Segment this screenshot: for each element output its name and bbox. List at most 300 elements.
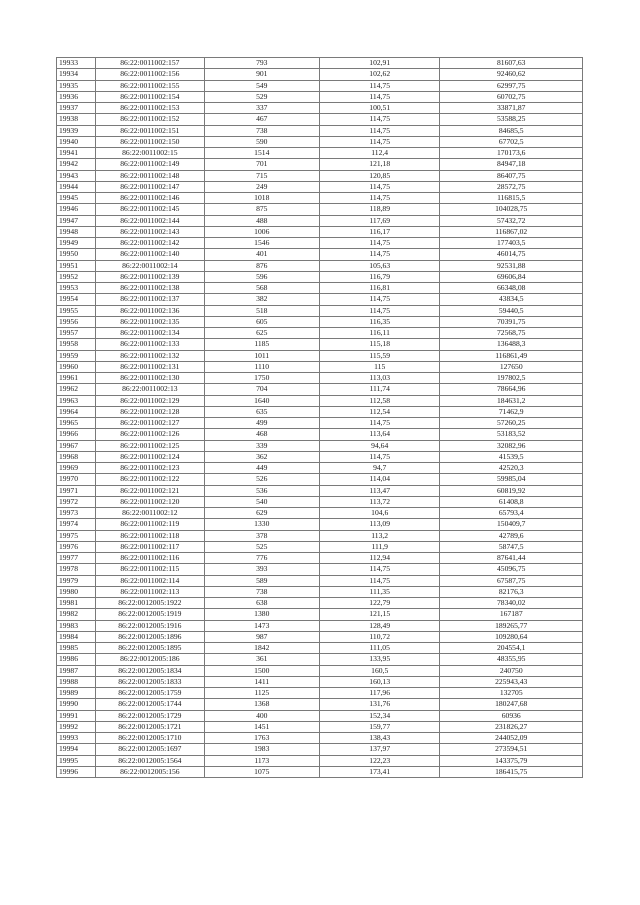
table-row xyxy=(57,519,583,530)
cadastral-number-cell: 86:22:0011002:126 xyxy=(96,429,204,440)
table-row xyxy=(57,564,583,575)
value-cell: 66348,08 xyxy=(440,283,583,294)
row-number-cell: 19990 xyxy=(57,699,96,710)
value-cell: 84685,5 xyxy=(440,125,583,136)
cadastral-number-cell: 86:22:0011002:151 xyxy=(96,125,204,136)
area-cell: 704 xyxy=(204,384,319,395)
area-cell: 393 xyxy=(204,564,319,575)
cadastral-number-cell: 86:22:0011002:15 xyxy=(96,148,204,159)
cadastral-number-cell: 86:22:0011002:143 xyxy=(96,226,204,237)
cadastral-number-cell: 86:22:0011002:131 xyxy=(96,361,204,372)
cadastral-number-cell: 86:22:0011002:14 xyxy=(96,260,204,271)
rate-cell: 110,72 xyxy=(319,631,439,642)
row-number-cell: 19951 xyxy=(57,260,96,271)
value-cell: 70391,75 xyxy=(440,316,583,327)
row-number-cell: 19975 xyxy=(57,530,96,541)
rate-cell: 152,34 xyxy=(319,710,439,721)
row-number-cell: 19948 xyxy=(57,226,96,237)
table-row xyxy=(57,721,583,732)
area-cell: 362 xyxy=(204,451,319,462)
cadastral-number-cell: 86:22:0011002:150 xyxy=(96,136,204,147)
cadastral-number-cell: 86:22:0011002:135 xyxy=(96,316,204,327)
row-number-cell: 19966 xyxy=(57,429,96,440)
table-row xyxy=(57,204,583,215)
area-cell: 378 xyxy=(204,530,319,541)
cadastral-number-cell: 86:22:0011002:142 xyxy=(96,238,204,249)
area-cell: 589 xyxy=(204,575,319,586)
value-cell: 72568,75 xyxy=(440,328,583,339)
table-row xyxy=(57,766,583,777)
value-cell: 136488,3 xyxy=(440,339,583,350)
area-cell: 468 xyxy=(204,429,319,440)
rate-cell: 121,18 xyxy=(319,159,439,170)
table-row xyxy=(57,463,583,474)
row-number-cell: 19978 xyxy=(57,564,96,575)
row-number-cell: 19945 xyxy=(57,193,96,204)
rate-cell: 117,96 xyxy=(319,688,439,699)
rate-cell: 114,75 xyxy=(319,575,439,586)
area-cell: 529 xyxy=(204,91,319,102)
rate-cell: 116,17 xyxy=(319,226,439,237)
table-row xyxy=(57,103,583,114)
area-cell: 715 xyxy=(204,170,319,181)
rate-cell: 113,72 xyxy=(319,496,439,507)
value-cell: 57260,25 xyxy=(440,418,583,429)
table-row xyxy=(57,136,583,147)
row-number-cell: 19988 xyxy=(57,676,96,687)
area-cell: 738 xyxy=(204,125,319,136)
rate-cell: 111,35 xyxy=(319,586,439,597)
value-cell: 32082,96 xyxy=(440,440,583,451)
value-cell: 57432,72 xyxy=(440,215,583,226)
value-cell: 48355,95 xyxy=(440,654,583,665)
row-number-cell: 19973 xyxy=(57,508,96,519)
area-cell: 1075 xyxy=(204,766,319,777)
area-cell: 738 xyxy=(204,586,319,597)
value-cell: 92531,88 xyxy=(440,260,583,271)
rate-cell: 116,79 xyxy=(319,271,439,282)
cadastral-number-cell: 86:22:0011002:140 xyxy=(96,249,204,260)
table-row xyxy=(57,755,583,766)
area-cell: 361 xyxy=(204,654,319,665)
area-cell: 596 xyxy=(204,271,319,282)
value-cell: 67702,5 xyxy=(440,136,583,147)
table-row xyxy=(57,553,583,564)
cadastral-number-cell: 86:22:0011002:128 xyxy=(96,406,204,417)
row-number-cell: 19991 xyxy=(57,710,96,721)
cadastral-number-cell: 86:22:0011002:139 xyxy=(96,271,204,282)
value-cell: 59985,04 xyxy=(440,474,583,485)
table-row xyxy=(57,485,583,496)
rate-cell: 122,23 xyxy=(319,755,439,766)
rate-cell: 111,05 xyxy=(319,643,439,654)
area-cell: 1500 xyxy=(204,665,319,676)
cadastral-number-cell: 86:22:0011002:147 xyxy=(96,181,204,192)
area-cell: 1330 xyxy=(204,519,319,530)
cadastral-number-cell: 86:22:0011002:117 xyxy=(96,541,204,552)
value-cell: 60819,92 xyxy=(440,485,583,496)
area-cell: 1018 xyxy=(204,193,319,204)
rate-cell: 115,18 xyxy=(319,339,439,350)
area-cell: 400 xyxy=(204,710,319,721)
rate-cell: 159,77 xyxy=(319,721,439,732)
cadastral-number-cell: 86:22:0012005:1895 xyxy=(96,643,204,654)
row-number-cell: 19941 xyxy=(57,148,96,159)
table-row xyxy=(57,181,583,192)
value-cell: 60936 xyxy=(440,710,583,721)
row-number-cell: 19989 xyxy=(57,688,96,699)
area-cell: 629 xyxy=(204,508,319,519)
table-row xyxy=(57,744,583,755)
table-row xyxy=(57,530,583,541)
value-cell: 204554,1 xyxy=(440,643,583,654)
area-cell: 1368 xyxy=(204,699,319,710)
cadastral-number-cell: 86:22:0011002:155 xyxy=(96,80,204,91)
row-number-cell: 19933 xyxy=(57,58,96,69)
area-cell: 526 xyxy=(204,474,319,485)
value-cell: 82176,3 xyxy=(440,586,583,597)
row-number-cell: 19956 xyxy=(57,316,96,327)
row-number-cell: 19940 xyxy=(57,136,96,147)
rate-cell: 113,47 xyxy=(319,485,439,496)
area-cell: 590 xyxy=(204,136,319,147)
cadastral-number-cell: 86:22:0011002:127 xyxy=(96,418,204,429)
area-cell: 337 xyxy=(204,103,319,114)
table-row xyxy=(57,328,583,339)
area-cell: 1411 xyxy=(204,676,319,687)
value-cell: 150409,7 xyxy=(440,519,583,530)
cadastral-number-cell: 86:22:0011002:116 xyxy=(96,553,204,564)
cadastral-number-cell: 86:22:0012005:1744 xyxy=(96,699,204,710)
area-cell: 549 xyxy=(204,80,319,91)
area-cell: 1173 xyxy=(204,755,319,766)
cadastral-number-cell: 86:22:0011002:156 xyxy=(96,69,204,80)
value-cell: 42789,6 xyxy=(440,530,583,541)
table-row xyxy=(57,159,583,170)
cadastral-number-cell: 86:22:0012005:1919 xyxy=(96,609,204,620)
row-number-cell: 19938 xyxy=(57,114,96,125)
rate-cell: 94,64 xyxy=(319,440,439,451)
rate-cell: 114,75 xyxy=(319,181,439,192)
cadastral-value-table xyxy=(56,57,583,778)
rate-cell: 117,69 xyxy=(319,215,439,226)
row-number-cell: 19952 xyxy=(57,271,96,282)
row-number-cell: 19981 xyxy=(57,598,96,609)
table-row xyxy=(57,508,583,519)
area-cell: 901 xyxy=(204,69,319,80)
rate-cell: 128,49 xyxy=(319,620,439,631)
cadastral-number-cell: 86:22:0011002:148 xyxy=(96,170,204,181)
table-row xyxy=(57,575,583,586)
row-number-cell: 19965 xyxy=(57,418,96,429)
table-row xyxy=(57,586,583,597)
value-cell: 104028,75 xyxy=(440,204,583,215)
cadastral-number-cell: 86:22:0012005:1564 xyxy=(96,755,204,766)
rate-cell: 113,09 xyxy=(319,519,439,530)
value-cell: 61408,8 xyxy=(440,496,583,507)
rate-cell: 114,75 xyxy=(319,80,439,91)
cadastral-number-cell: 86:22:0012005:1896 xyxy=(96,631,204,642)
row-number-cell: 19995 xyxy=(57,755,96,766)
cadastral-number-cell: 86:22:0012005:1729 xyxy=(96,710,204,721)
table-row xyxy=(57,361,583,372)
cadastral-number-cell: 86:22:0012005:1697 xyxy=(96,744,204,755)
row-number-cell: 19983 xyxy=(57,620,96,631)
table-row xyxy=(57,249,583,260)
cadastral-number-cell: 86:22:0011002:153 xyxy=(96,103,204,114)
cadastral-number-cell: 86:22:0011002:121 xyxy=(96,485,204,496)
row-number-cell: 19971 xyxy=(57,485,96,496)
table-row xyxy=(57,643,583,654)
value-cell: 116861,49 xyxy=(440,350,583,361)
value-cell: 78340,02 xyxy=(440,598,583,609)
row-number-cell: 19963 xyxy=(57,395,96,406)
cadastral-number-cell: 86:22:0012005:1833 xyxy=(96,676,204,687)
row-number-cell: 19970 xyxy=(57,474,96,485)
row-number-cell: 19992 xyxy=(57,721,96,732)
area-cell: 638 xyxy=(204,598,319,609)
row-number-cell: 19958 xyxy=(57,339,96,350)
row-number-cell: 19996 xyxy=(57,766,96,777)
rate-cell: 111,74 xyxy=(319,384,439,395)
table-row xyxy=(57,283,583,294)
value-cell: 42520,3 xyxy=(440,463,583,474)
rate-cell: 116,81 xyxy=(319,283,439,294)
table-body xyxy=(57,58,583,778)
cadastral-number-cell: 86:22:0012005:1710 xyxy=(96,733,204,744)
row-number-cell: 19955 xyxy=(57,305,96,316)
row-number-cell: 19964 xyxy=(57,406,96,417)
rate-cell: 137,97 xyxy=(319,744,439,755)
area-cell: 499 xyxy=(204,418,319,429)
cadastral-number-cell: 86:22:0011002:125 xyxy=(96,440,204,451)
row-number-cell: 19947 xyxy=(57,215,96,226)
table-row xyxy=(57,114,583,125)
value-cell: 143375,79 xyxy=(440,755,583,766)
table-row xyxy=(57,474,583,485)
rate-cell: 114,75 xyxy=(319,249,439,260)
table-row xyxy=(57,170,583,181)
rate-cell: 133,95 xyxy=(319,654,439,665)
value-cell: 43834,5 xyxy=(440,294,583,305)
table-row xyxy=(57,665,583,676)
rate-cell: 113,2 xyxy=(319,530,439,541)
value-cell: 67587,75 xyxy=(440,575,583,586)
rate-cell: 113,03 xyxy=(319,373,439,384)
rate-cell: 114,75 xyxy=(319,564,439,575)
area-cell: 1011 xyxy=(204,350,319,361)
table-row xyxy=(57,406,583,417)
rate-cell: 114,75 xyxy=(319,193,439,204)
document-page xyxy=(56,57,583,778)
area-cell: 1514 xyxy=(204,148,319,159)
rate-cell: 160,5 xyxy=(319,665,439,676)
cadastral-number-cell: 86:22:0011002:123 xyxy=(96,463,204,474)
area-cell: 987 xyxy=(204,631,319,642)
table-row xyxy=(57,688,583,699)
row-number-cell: 19957 xyxy=(57,328,96,339)
table-row xyxy=(57,148,583,159)
row-number-cell: 19949 xyxy=(57,238,96,249)
table-row xyxy=(57,699,583,710)
rate-cell: 114,75 xyxy=(319,238,439,249)
table-row xyxy=(57,339,583,350)
area-cell: 625 xyxy=(204,328,319,339)
cadastral-number-cell: 86:22:0011002:138 xyxy=(96,283,204,294)
cadastral-number-cell: 86:22:0011002:118 xyxy=(96,530,204,541)
value-cell: 53588,25 xyxy=(440,114,583,125)
cadastral-number-cell: 86:22:0012005:1759 xyxy=(96,688,204,699)
area-cell: 1640 xyxy=(204,395,319,406)
table-row xyxy=(57,215,583,226)
value-cell: 71462,9 xyxy=(440,406,583,417)
area-cell: 488 xyxy=(204,215,319,226)
row-number-cell: 19984 xyxy=(57,631,96,642)
table-row xyxy=(57,260,583,271)
table-row xyxy=(57,373,583,384)
table-row xyxy=(57,125,583,136)
cadastral-number-cell: 86:22:0012005:156 xyxy=(96,766,204,777)
value-cell: 86407,75 xyxy=(440,170,583,181)
value-cell: 33871,87 xyxy=(440,103,583,114)
row-number-cell: 19946 xyxy=(57,204,96,215)
cadastral-number-cell: 86:22:0011002:130 xyxy=(96,373,204,384)
area-cell: 536 xyxy=(204,485,319,496)
row-number-cell: 19954 xyxy=(57,294,96,305)
value-cell: 197802,5 xyxy=(440,373,583,384)
area-cell: 1546 xyxy=(204,238,319,249)
cadastral-number-cell: 86:22:0011002:134 xyxy=(96,328,204,339)
area-cell: 605 xyxy=(204,316,319,327)
area-cell: 249 xyxy=(204,181,319,192)
rate-cell: 112,58 xyxy=(319,395,439,406)
value-cell: 62997,75 xyxy=(440,80,583,91)
value-cell: 225943,43 xyxy=(440,676,583,687)
value-cell: 28572,75 xyxy=(440,181,583,192)
cadastral-number-cell: 86:22:0012005:1916 xyxy=(96,620,204,631)
area-cell: 1842 xyxy=(204,643,319,654)
row-number-cell: 19950 xyxy=(57,249,96,260)
rate-cell: 120,85 xyxy=(319,170,439,181)
table-row xyxy=(57,429,583,440)
value-cell: 109280,64 xyxy=(440,631,583,642)
value-cell: 87641,44 xyxy=(440,553,583,564)
cadastral-number-cell: 86:22:0011002:132 xyxy=(96,350,204,361)
table-row xyxy=(57,440,583,451)
cadastral-number-cell: 86:22:0011002:136 xyxy=(96,305,204,316)
row-number-cell: 19961 xyxy=(57,373,96,384)
rate-cell: 116,35 xyxy=(319,316,439,327)
row-number-cell: 19967 xyxy=(57,440,96,451)
value-cell: 84947,18 xyxy=(440,159,583,170)
value-cell: 170173,6 xyxy=(440,148,583,159)
row-number-cell: 19977 xyxy=(57,553,96,564)
row-number-cell: 19934 xyxy=(57,69,96,80)
area-cell: 876 xyxy=(204,260,319,271)
area-cell: 1006 xyxy=(204,226,319,237)
rate-cell: 131,76 xyxy=(319,699,439,710)
cadastral-number-cell: 86:22:0012005:186 xyxy=(96,654,204,665)
row-number-cell: 19993 xyxy=(57,733,96,744)
area-cell: 875 xyxy=(204,204,319,215)
value-cell: 69606,84 xyxy=(440,271,583,282)
table-row xyxy=(57,58,583,69)
cadastral-number-cell: 86:22:0011002:137 xyxy=(96,294,204,305)
area-cell: 1125 xyxy=(204,688,319,699)
row-number-cell: 19936 xyxy=(57,91,96,102)
area-cell: 1110 xyxy=(204,361,319,372)
row-number-cell: 19960 xyxy=(57,361,96,372)
rate-cell: 102,62 xyxy=(319,69,439,80)
area-cell: 449 xyxy=(204,463,319,474)
value-cell: 60702,75 xyxy=(440,91,583,102)
row-number-cell: 19959 xyxy=(57,350,96,361)
rate-cell: 138,43 xyxy=(319,733,439,744)
rate-cell: 114,75 xyxy=(319,294,439,305)
cadastral-number-cell: 86:22:0011002:120 xyxy=(96,496,204,507)
table-row xyxy=(57,496,583,507)
rate-cell: 114,75 xyxy=(319,91,439,102)
value-cell: 59440,5 xyxy=(440,305,583,316)
area-cell: 540 xyxy=(204,496,319,507)
cadastral-number-cell: 86:22:0012005:1922 xyxy=(96,598,204,609)
rate-cell: 160,13 xyxy=(319,676,439,687)
row-number-cell: 19935 xyxy=(57,80,96,91)
value-cell: 180247,68 xyxy=(440,699,583,710)
area-cell: 1473 xyxy=(204,620,319,631)
table-row xyxy=(57,294,583,305)
value-cell: 78664,96 xyxy=(440,384,583,395)
rate-cell: 114,75 xyxy=(319,305,439,316)
value-cell: 132705 xyxy=(440,688,583,699)
row-number-cell: 19985 xyxy=(57,643,96,654)
area-cell: 1185 xyxy=(204,339,319,350)
value-cell: 127650 xyxy=(440,361,583,372)
row-number-cell: 19968 xyxy=(57,451,96,462)
cadastral-number-cell: 86:22:0011002:152 xyxy=(96,114,204,125)
table-row xyxy=(57,384,583,395)
value-cell: 58747,5 xyxy=(440,541,583,552)
row-number-cell: 19987 xyxy=(57,665,96,676)
table-row xyxy=(57,91,583,102)
table-row xyxy=(57,451,583,462)
rate-cell: 111,9 xyxy=(319,541,439,552)
rate-cell: 105,63 xyxy=(319,260,439,271)
rate-cell: 104,6 xyxy=(319,508,439,519)
value-cell: 244052,09 xyxy=(440,733,583,744)
table-row xyxy=(57,226,583,237)
value-cell: 46014,75 xyxy=(440,249,583,260)
area-cell: 776 xyxy=(204,553,319,564)
area-cell: 467 xyxy=(204,114,319,125)
area-cell: 1750 xyxy=(204,373,319,384)
area-cell: 1451 xyxy=(204,721,319,732)
cadastral-number-cell: 86:22:0011002:124 xyxy=(96,451,204,462)
cadastral-number-cell: 86:22:0011002:113 xyxy=(96,586,204,597)
rate-cell: 112,4 xyxy=(319,148,439,159)
cadastral-number-cell: 86:22:0012005:1834 xyxy=(96,665,204,676)
row-number-cell: 19942 xyxy=(57,159,96,170)
value-cell: 65793,4 xyxy=(440,508,583,519)
cadastral-number-cell: 86:22:0011002:133 xyxy=(96,339,204,350)
cadastral-number-cell: 86:22:0011002:115 xyxy=(96,564,204,575)
row-number-cell: 19974 xyxy=(57,519,96,530)
cadastral-number-cell: 86:22:0011002:145 xyxy=(96,204,204,215)
area-cell: 635 xyxy=(204,406,319,417)
table-row xyxy=(57,305,583,316)
row-number-cell: 19986 xyxy=(57,654,96,665)
rate-cell: 114,75 xyxy=(319,114,439,125)
